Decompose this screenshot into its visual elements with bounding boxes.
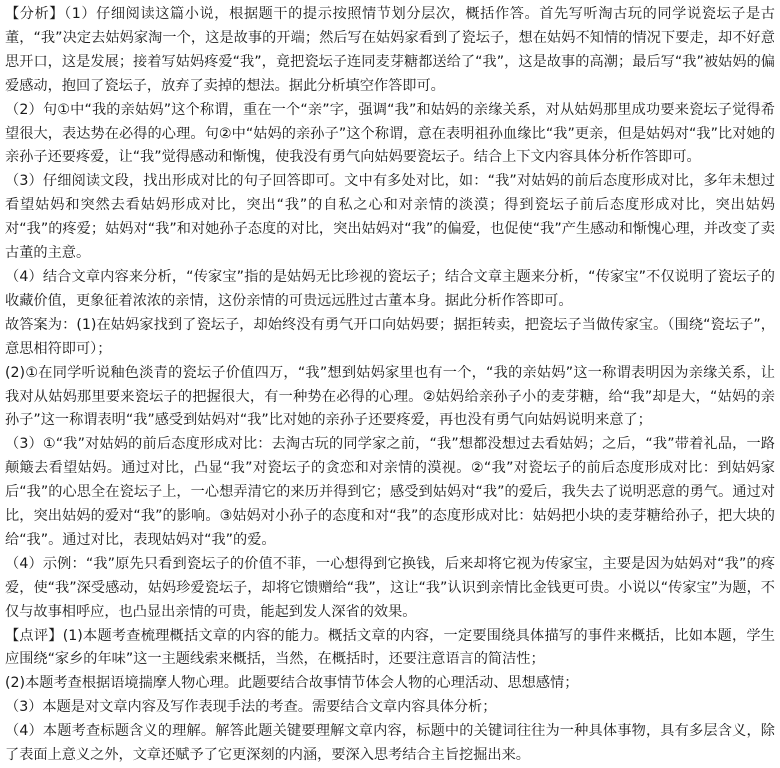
analysis-tag: 【分析】: [5, 6, 65, 22]
answer-paragraph-2: (2)①在同学听说釉色淡青的瓷坛子价值四万，“我”想到姑妈家里也有一个，“我的亲姑妈”这一称谓表明因为亲缘关系，让我对从姑妈那里要来瓷坛子的把握很大，有一种势在必得的心理。②姑妈给亲孙子小的麦芽糖，给“我”却是大，“姑妈的亲孙子”这一称谓表明“我”感受到姑妈对“我”比对她的亲孙子还要疼爱，再也没有勇气向姑妈说明来意了；: [5, 364, 775, 429]
answer-paragraph-1: 故答案为：(1)在姑妈家找到了瓷坛子，却始终没有勇气开口向姑妈要；据拒转卖，把瓷坛子当做传家宝。（围绕“瓷坛子”，意思相符即可）；: [5, 316, 775, 357]
comment-paragraph-3: （3）本题是对文章内容及写作表现手法的考查。需要结合文章内容具体分析；: [5, 699, 497, 716]
comment-text-1: (1)本题考查梳理概括文章的内容的能力。概括文章的内容，一定要围绕具体描写的事件来概括，比如本题，学生应围绕“家乡的年味”这一主题线索来概括，当然，在概括时，还要注意语言的简洁性；: [5, 627, 775, 668]
comment-paragraph-2: (2)本题考查根据语境揣摩人物心理。此题要结合故事情节体会人物的心理活动、思想感情；: [5, 675, 579, 692]
analysis-paragraph-1: [5, 3, 775, 99]
analysis-paragraph-4: （4）结合文章内容来分析，“传家宝”指的是姑妈无比珍视的瓷坛子；结合文章主题来分析，“传家宝”不仅说明了瓷坛子的收藏价值，更象征着浓浓的亲情，这份亲情的可贵远远胜过古董本身。据此分析作答即可。: [5, 268, 775, 309]
comment-tag: 【点评】: [5, 627, 63, 644]
answer-document: [5, 3, 775, 768]
analysis-paragraph-3: （3）仔细阅读文段，找出形成对比的句子回答即可。文中有多处对比，如：“我”对姑妈的前后态度形成对比，多年未想过看望姑妈和突然去看姑妈形成对比，突出“我”的自私之心和对亲情的淡漠；得到瓷坛子前后态度形成对比，突出姑妈对“我”的疼爱；姑妈对“我”和对她孙子态度的对比，突出姑妈对“我”的偏爱，也促使“我”产生感动和惭愧心理，并改变了卖古董的主意。: [5, 173, 775, 262]
comment-paragraph-4: （4）本题考查标题含义的理解。解答此题关键要理解文章内容，标题中的关键词往往为一种具体事物，具有多层含义，除了表面上意义之外，文章还赋予了它更深刻的内涵，要深入思考结合主旨挖掘出来。: [5, 723, 775, 764]
answer-paragraph-3: （3）①“我”对姑妈的前后态度形成对比：去淘古玩的同学家之前，“我”想都没想过去看姑妈；之后，“我”带着礼品，一路颠簸去看望姑妈。通过对比，凸显“我”对瓷坛子的贪恋和对亲情的漠视。②“我”对瓷坛子的前后态度形成对比：到姑妈家后“我”的心思全在瓷坛子上，一心想弄清它的来历并得到它；感受到姑妈对“我”的爱后，我失去了说明恶意的勇气。通过对比，突出姑妈的爱对“我”的影响。③姑妈对小孙子的态度和对“我”的态度形成对比：姑妈把小块的麦芽糖给孙子，把大块的给“我”。通过对比，表现姑妈对“我”的爱。: [5, 436, 775, 548]
analysis-paragraph-2: （2）句①中“我的亲姑妈”这个称谓，重在一个“亲”字，强调“我”和姑妈的亲缘关系，对从姑妈那里成功要来瓷坛子觉得希望很大，表达势在必得的心理。句②中“姑妈的亲孙子”这个称谓，意在表明祖孙血缘比“我”更亲，但是姑妈对“我”比对她的亲孙子还要疼爱，让“我”觉得感动和惭愧，使我没有勇气向姑妈要瓷坛子。结合上下文内容具体分析作答即可。: [5, 101, 775, 166]
comment-paragraph-1: [5, 625, 775, 673]
answer-paragraph-4: （4）示例：“我”原先只看到瓷坛子的价值不菲，一心想得到它换钱，后来却将它视为传家宝，主要是因为姑妈对“我”的疼爱，使“我”深受感动，姑妈珍爱瓷坛子，却将它馈赠给“我”，这让“我”认识到亲情比金钱更可贵。小说以“传家宝”为题，不仅与故事相呼应，也凸显出亲情的可贵，能起到发人深省的效果。: [5, 555, 775, 620]
analysis-text-1: （1）仔细阅读这篇小说，根据题干的提示按照情节划分层次，概括作答。首先写听淘古玩的同学说瓷坛子是古董，“我”决定去姑妈家淘一个，这是故事的开端；然后写在姑妈家看到了瓷坛子，想在姑妈不知情的情况下要走，却不好意思开口，这是发展；接着写姑妈疼爱“我”，竟把瓷坛子连同麦芽糖都送给了“我”，这是故事的高潮；最后写“我”被姑妈的偏爱感动，抱回了瓷坛子，放弃了卖掉的想法。据此分析填空作答即可。: [5, 6, 775, 94]
